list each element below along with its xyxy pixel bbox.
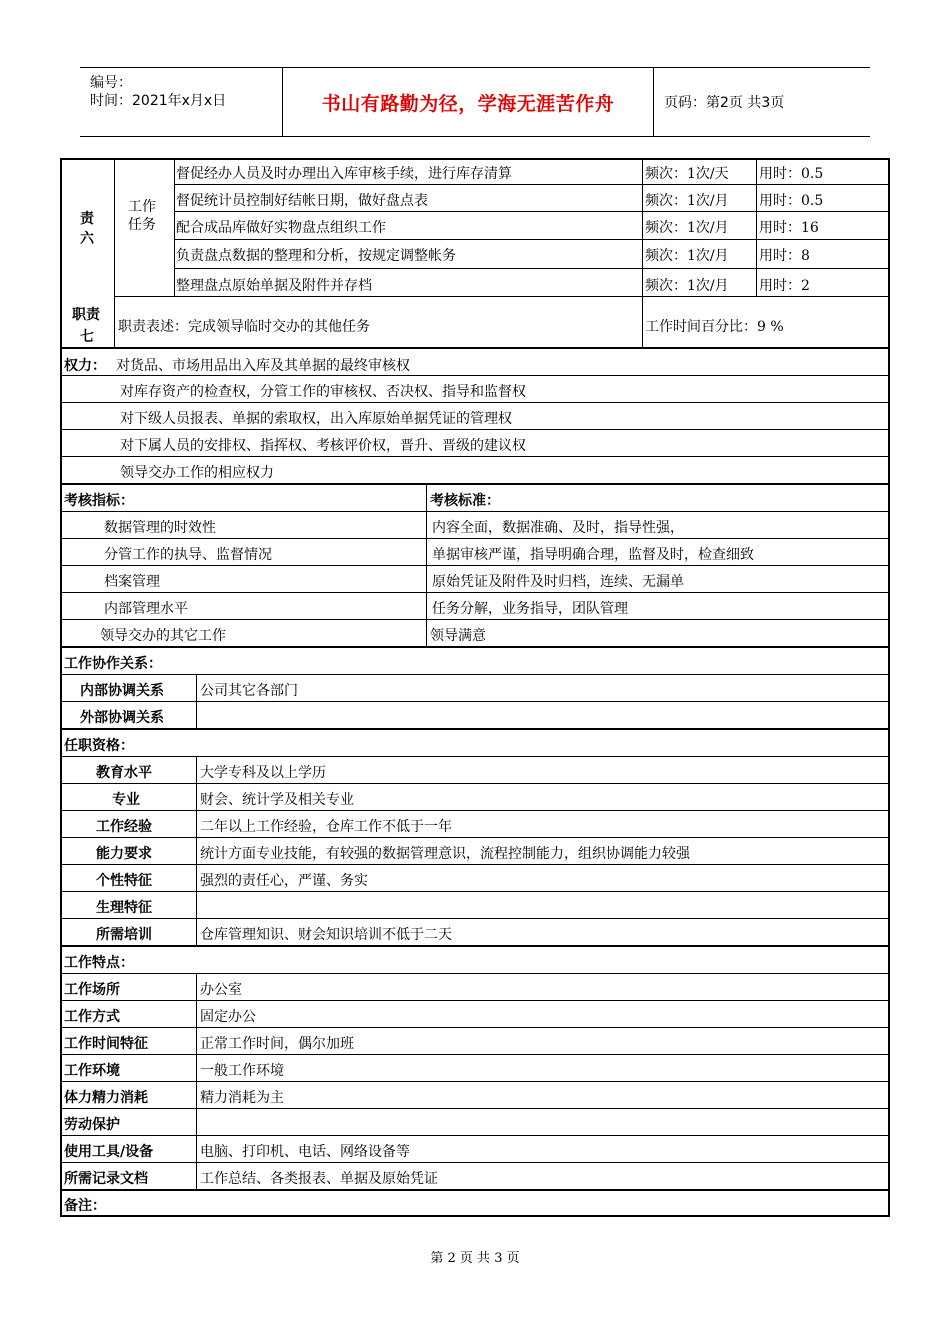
authority-item: 对库存资产的检查权，分管工作的审核权、否决权、指导和监督权 [120,384,526,400]
duty6-title-line2: 六 [80,231,94,247]
qualification-row-value: 二年以上工作经验，仓库工作不低于一年 [200,819,452,835]
header-motto: 书山有路勤为径，学海无涯苦作舟 [321,92,615,115]
feature-row-label: 所需记录文档 [64,1171,148,1187]
task-frequency: 频次：1次/月 [645,220,729,236]
task-frequency: 频次：1次/月 [645,278,729,294]
qualification-row-label: 教育水平 [96,765,152,781]
task-time: 用时：2 [759,278,810,294]
qualification-label: 任职资格： [64,738,134,754]
assessment-indicator: 档案管理 [104,574,160,590]
header-page-cell [654,68,870,136]
document-time-label: 时间：2021年x月x日 [90,93,227,109]
task-desc: 配合成品库做好实物盘点组织工作 [176,220,386,236]
assessment-indicator: 分管工作的执导、监督情况 [104,547,272,563]
task-frequency: 频次：1次/月 [645,248,729,264]
task-desc: 负责盘点数据的整理和分析，按规定调整帐务 [176,248,456,264]
feature-row-label: 工作时间特征 [64,1036,148,1052]
header-motto-cell [283,68,654,136]
feature-row-label: 劳动保护 [64,1117,120,1133]
duty6-subtitle-line1: 工作 [128,199,156,215]
duty7-time-percent: 工作时间百分比：9 % [645,319,784,335]
assessment-standard-label: 考核标准： [430,493,500,509]
qualification-row-label: 生理特征 [96,900,152,916]
page-footer: 第 2 页 共 3 页 [430,1251,520,1266]
duty7-description: 职责表述：完成领导临时交办的其他任务 [118,319,370,335]
qualification-row-label: 所需培训 [96,927,152,943]
document-number-label: 编号： [90,75,132,91]
task-time: 用时：0.5 [759,193,824,209]
assessment-indicator: 内部管理水平 [104,601,188,617]
qualification-row-value: 财会、统计学及相关专业 [200,792,354,808]
qualification-row-label: 能力要求 [96,846,152,862]
assessment-standard: 原始凭证及附件及时归档，连续、无漏单 [432,574,684,590]
task-time: 用时：0.5 [759,166,824,182]
duty7-title-line2: 七 [80,329,94,345]
external-coordination-label: 外部协调关系 [80,710,164,726]
authority-item: 领导交办工作的相应权力 [120,465,274,481]
cooperation-label: 工作协作关系： [64,656,162,672]
task-desc: 督促统计员控制好结帐日期，做好盘点表 [176,193,428,209]
feature-row-label: 工作场所 [64,982,120,998]
task-frequency: 频次：1次/月 [645,193,729,209]
feature-row-value: 办公室 [200,982,242,998]
assessment-indicator: 数据管理的时效性 [104,520,216,536]
authority-item: 对下属人员的安排权、指挥权、考核评价权，晋升、晋级的建议权 [120,438,526,454]
qualification-row-value: 大学专科及以上学历 [200,765,326,781]
qualification-row-label: 工作经验 [96,819,152,835]
header-left-cell [80,68,283,136]
feature-row-label: 使用工具/设备 [64,1144,154,1160]
feature-row-label: 工作环境 [64,1063,120,1079]
header-page-info: 页码：第2页 共3页 [664,95,785,111]
feature-row-label: 工作方式 [64,1009,120,1025]
duty7-title-line1: 职责 [72,307,100,323]
duty6-title-line1: 责 [80,211,94,227]
feature-row-label: 体力精力消耗 [64,1090,148,1106]
qualification-row-value: 统计方面专业技能，有较强的数据管理意识，流程控制能力，组织协调能力较强 [200,846,690,862]
work-features-label: 工作特点： [64,955,134,971]
feature-row-value: 一般工作环境 [200,1063,284,1079]
authority-label: 权力： [64,358,106,374]
qualification-row-label: 个性特征 [96,873,152,889]
task-frequency: 频次：1次/天 [645,166,729,182]
assessment-standard: 领导满意 [430,628,486,644]
page-header [80,67,870,137]
qualification-row-value: 强烈的责任心，严谨、务实 [200,873,368,889]
assessment-indicator: 领导交办的其它工作 [100,628,226,644]
assessment-indicator-label: 考核指标： [64,493,134,509]
internal-coordination-value: 公司其它各部门 [200,683,298,699]
internal-coordination-label: 内部协调关系 [80,683,164,699]
qualification-row-label: 专业 [112,792,140,808]
task-time: 用时：8 [759,248,810,264]
feature-row-value: 精力消耗为主 [200,1090,284,1106]
assessment-standard: 内容全面，数据准确、及时，指导性强， [432,520,684,536]
job-description-table [60,158,890,1217]
feature-row-value: 正常工作时间，偶尔加班 [200,1036,354,1052]
remarks-label: 备注： [64,1198,106,1214]
task-desc: 整理盘点原始单据及附件并存档 [176,278,372,294]
assessment-standard: 任务分解，业务指导，团队管理 [432,601,628,617]
assessment-standard: 单据审核严谨，指导明确合理，监督及时，检查细致 [432,547,754,563]
duty6-subtitle-line2: 任务 [128,217,156,233]
feature-row-value: 工作总结、各类报表、单据及原始凭证 [200,1171,438,1187]
task-desc: 督促经办人员及时办理出入库审核手续，进行库存清算 [176,166,512,182]
feature-row-value: 固定办公 [200,1009,256,1025]
feature-row-value: 电脑、打印机、电话、网络设备等 [200,1144,410,1160]
authority-item: 对货品、市场用品出入库及其单据的最终审核权 [116,358,410,374]
task-time: 用时：16 [759,220,819,236]
authority-item: 对下级人员报表、单据的索取权，出入库原始单据凭证的管理权 [120,411,512,427]
qualification-row-value: 仓库管理知识、财会知识培训不低于二天 [200,927,452,943]
